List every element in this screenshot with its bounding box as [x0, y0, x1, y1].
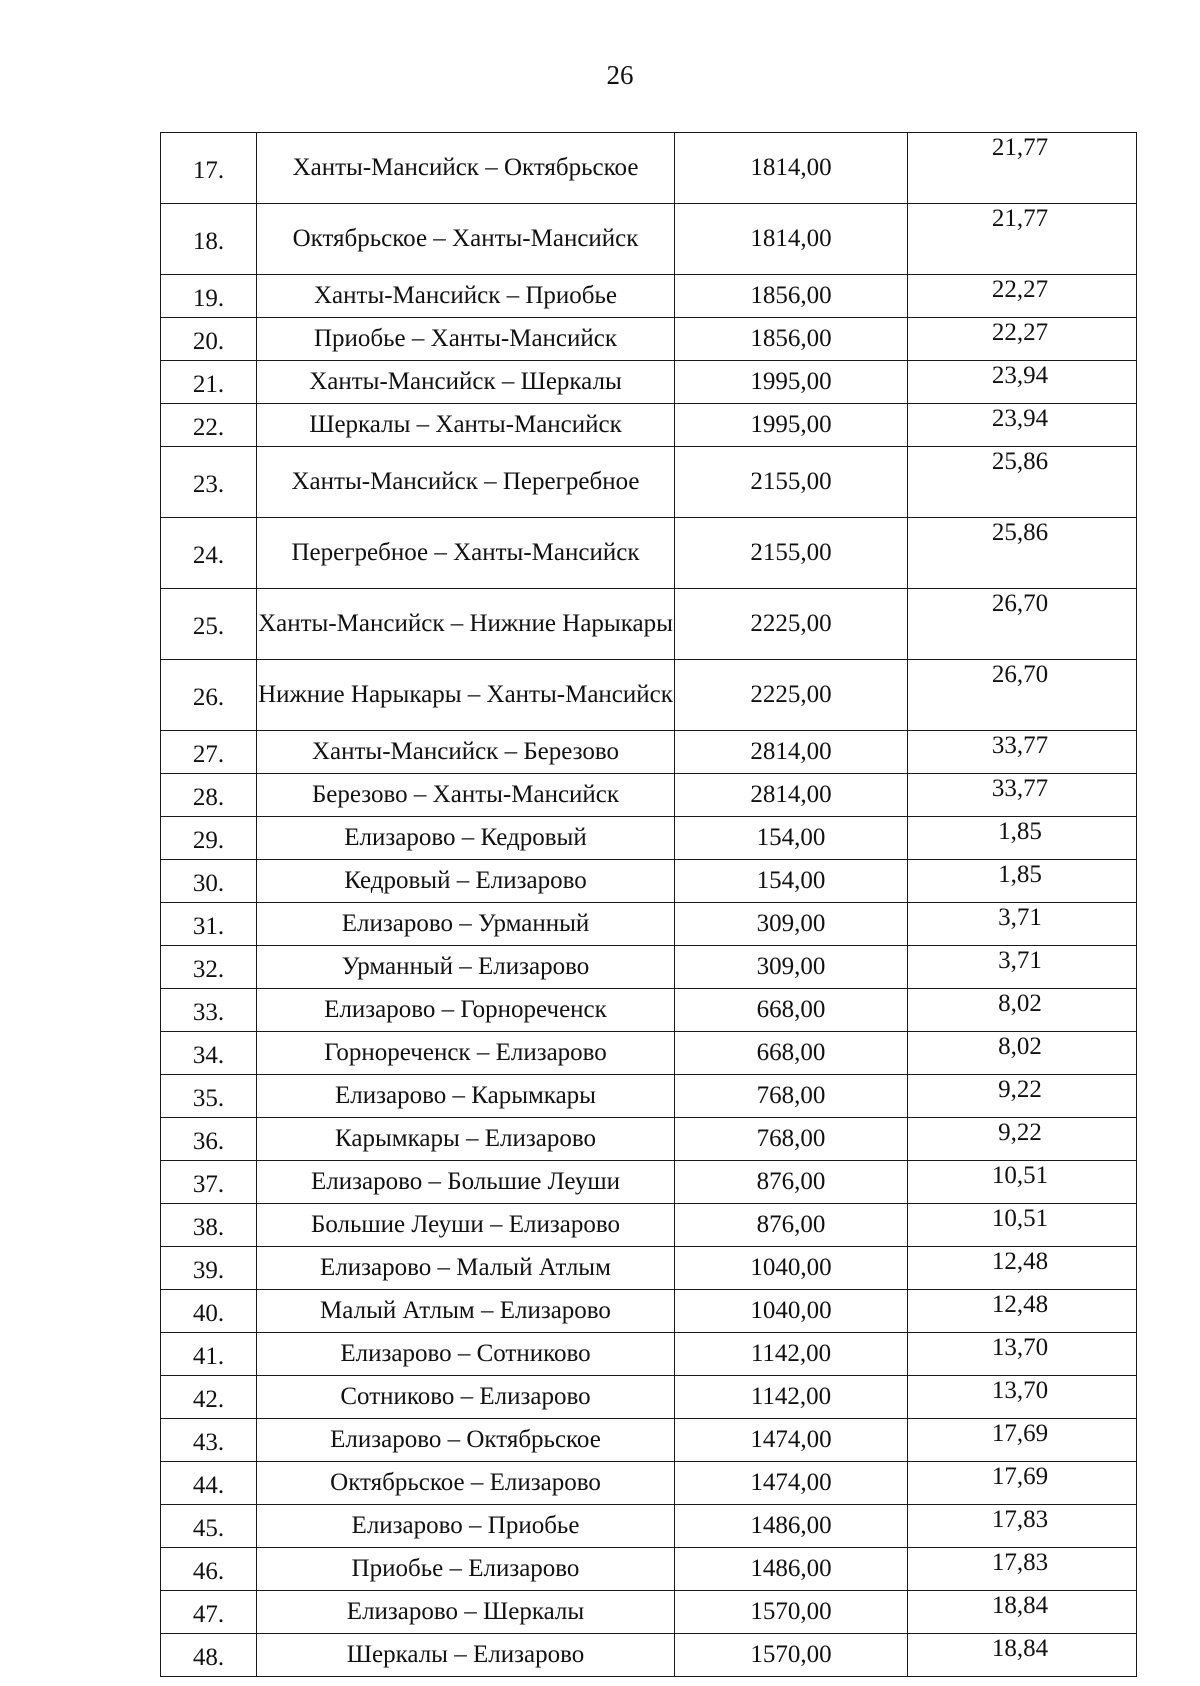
price-cell [675, 1591, 908, 1634]
rate-cell [908, 404, 1137, 447]
route-cell [257, 1548, 675, 1591]
route-cell [257, 817, 675, 860]
row-number-cell [161, 1634, 257, 1677]
row-number-cell-text: 30. [192, 870, 225, 897]
table-row [161, 518, 1137, 589]
price-cell-text: 1142,00 [750, 1383, 832, 1410]
route-cell-text: Приобье – Ханты-Мансийск [313, 325, 618, 352]
route-cell [257, 1247, 675, 1290]
table-row [161, 133, 1137, 204]
price-cell-text: 668,00 [756, 996, 826, 1023]
price-cell [675, 318, 908, 361]
price-cell-text: 309,00 [756, 910, 826, 937]
row-number-cell-text: 45. [192, 1515, 225, 1542]
row-number-cell [161, 660, 257, 731]
route-cell [257, 318, 675, 361]
route-cell-text: Горнореченск – Елизарово [324, 1039, 607, 1066]
row-number-cell [161, 1075, 257, 1118]
price-cell-text: 876,00 [756, 1211, 826, 1238]
rate-cell [908, 1376, 1137, 1419]
row-number-cell [161, 275, 257, 318]
price-cell-text: 154,00 [756, 824, 826, 851]
rate-cell-text: 22,27 [991, 319, 1049, 346]
rate-cell-text: 10,51 [991, 1205, 1049, 1232]
row-number-cell [161, 1591, 257, 1634]
rate-cell [908, 361, 1137, 404]
route-cell [257, 1118, 675, 1161]
price-cell-text: 1040,00 [750, 1297, 832, 1324]
table-row [161, 589, 1137, 660]
price-cell-text: 2225,00 [750, 681, 832, 708]
route-cell [257, 1376, 675, 1419]
route-cell [257, 133, 675, 204]
route-cell-text: Елизарово – Шеркалы [346, 1598, 585, 1625]
row-number-cell-text: 43. [192, 1429, 225, 1456]
price-cell-text: 1814,00 [750, 225, 832, 252]
route-cell [257, 518, 675, 589]
price-cell [675, 404, 908, 447]
route-cell [257, 204, 675, 275]
rate-cell [908, 1333, 1137, 1376]
rate-cell-text: 33,77 [991, 775, 1049, 802]
route-cell-text: Елизарово – Горнореченск [324, 996, 607, 1023]
route-cell [257, 946, 675, 989]
route-cell-text: Елизарово – Малый Атлым [320, 1254, 611, 1281]
row-number-cell-text: 32. [192, 956, 225, 983]
table-row [161, 318, 1137, 361]
row-number-cell-text: 42. [192, 1386, 225, 1413]
rate-cell-text: 9,22 [998, 1076, 1042, 1103]
price-cell [675, 1634, 908, 1677]
rate-cell [908, 903, 1137, 946]
rate-cell [908, 589, 1137, 660]
route-cell-text: Елизарово – Карымкары [335, 1082, 596, 1109]
table-row [161, 1161, 1137, 1204]
route-cell [257, 731, 675, 774]
rate-cell-text: 33,77 [991, 732, 1049, 759]
route-cell-text: Елизарово – Приобье [351, 1512, 580, 1539]
route-cell-text: Ханты-Мансийск – Октябрьское [292, 154, 639, 181]
table-row [161, 989, 1137, 1032]
route-cell [257, 1462, 675, 1505]
table-row [161, 1634, 1137, 1677]
price-cell-text: 1856,00 [750, 325, 832, 352]
route-cell-text: Приобье – Елизарово [351, 1555, 580, 1582]
row-number-cell [161, 1462, 257, 1505]
price-cell [675, 1204, 908, 1247]
route-cell [257, 589, 675, 660]
price-cell [675, 1247, 908, 1290]
row-number-cell-text: 21. [192, 371, 225, 398]
rate-cell-text: 12,48 [991, 1248, 1049, 1275]
row-number-cell [161, 589, 257, 660]
table-row [161, 1462, 1137, 1505]
row-number-cell [161, 318, 257, 361]
price-cell-text: 2814,00 [750, 738, 832, 765]
rate-cell-text: 10,51 [991, 1162, 1049, 1189]
row-number-cell-text: 40. [192, 1300, 225, 1327]
price-cell [675, 1161, 908, 1204]
rate-cell [908, 1075, 1137, 1118]
rate-cell [908, 275, 1137, 318]
row-number-cell [161, 731, 257, 774]
rate-cell [908, 1634, 1137, 1677]
row-number-cell [161, 1204, 257, 1247]
row-number-cell [161, 860, 257, 903]
rate-cell [908, 1032, 1137, 1075]
row-number-cell-text: 39. [192, 1257, 225, 1284]
row-number-cell [161, 989, 257, 1032]
row-number-cell-text: 22. [192, 414, 225, 441]
row-number-cell-text: 25. [192, 613, 225, 640]
route-cell-text: Ханты-Мансийск – Березово [311, 738, 620, 765]
price-cell [675, 1505, 908, 1548]
table-row [161, 860, 1137, 903]
rate-cell-text: 26,70 [991, 661, 1049, 688]
route-cell [257, 275, 675, 318]
route-cell-text: Кедровый – Елизарово [344, 867, 587, 894]
rate-cell-text: 8,02 [998, 990, 1042, 1017]
price-cell-text: 309,00 [756, 953, 826, 980]
table-row [161, 1032, 1137, 1075]
route-cell [257, 1075, 675, 1118]
rate-cell [908, 989, 1137, 1032]
route-cell [257, 774, 675, 817]
rate-cell-text: 3,71 [998, 947, 1042, 974]
row-number-cell-text: 41. [192, 1343, 225, 1370]
table-row [161, 1290, 1137, 1333]
rate-cell-text: 13,70 [991, 1334, 1049, 1361]
rate-cell-text: 23,94 [991, 405, 1049, 432]
row-number-cell-text: 37. [192, 1171, 225, 1198]
row-number-cell-text: 35. [192, 1085, 225, 1112]
rate-cell-text: 25,86 [991, 519, 1049, 546]
price-cell [675, 133, 908, 204]
price-cell [675, 903, 908, 946]
price-cell [675, 774, 908, 817]
rate-cell [908, 1419, 1137, 1462]
route-cell-text: Елизарово – Сотниково [340, 1340, 591, 1367]
price-cell [675, 1333, 908, 1376]
route-cell-text: Ханты-Мансийск – Приобье [313, 282, 618, 309]
price-cell-text: 2814,00 [750, 781, 832, 808]
rate-cell-text: 8,02 [998, 1033, 1042, 1060]
route-cell-text: Карымкары – Елизарово [335, 1125, 596, 1152]
row-number-cell-text: 36. [192, 1128, 225, 1155]
rate-cell [908, 1204, 1137, 1247]
rate-cell-text: 18,84 [991, 1635, 1049, 1662]
price-cell-text: 2155,00 [750, 539, 832, 566]
price-cell-text: 1856,00 [750, 282, 832, 309]
rate-cell-text: 21,77 [991, 205, 1049, 232]
rate-cell-text: 17,69 [991, 1420, 1049, 1447]
rate-cell [908, 660, 1137, 731]
route-cell [257, 660, 675, 731]
price-cell [675, 989, 908, 1032]
row-number-cell-text: 47. [192, 1601, 225, 1628]
route-cell-text: Елизарово – Урманный [341, 910, 590, 937]
row-number-cell [161, 204, 257, 275]
rate-cell [908, 731, 1137, 774]
rate-cell [908, 774, 1137, 817]
table-row [161, 1075, 1137, 1118]
route-cell-text: Октябрьское – Елизарово [330, 1469, 601, 1496]
price-cell-text: 1570,00 [750, 1598, 832, 1625]
rate-cell-text: 1,85 [998, 861, 1042, 888]
price-cell [675, 731, 908, 774]
route-cell-text: Ханты-Мансийск – Нижние Нарыкары [258, 610, 673, 637]
row-number-cell [161, 1376, 257, 1419]
price-cell [675, 1290, 908, 1333]
row-number-cell [161, 361, 257, 404]
route-cell-text: Урманный – Елизарово [341, 953, 590, 980]
price-cell-text: 154,00 [756, 867, 826, 894]
price-cell [675, 1118, 908, 1161]
row-number-cell-text: 33. [192, 999, 225, 1026]
price-cell [675, 1376, 908, 1419]
row-number-cell-text: 46. [192, 1558, 225, 1585]
rate-cell [908, 817, 1137, 860]
rate-cell-text: 26,70 [991, 590, 1049, 617]
price-cell-text: 1040,00 [750, 1254, 832, 1281]
price-cell-text: 1570,00 [750, 1641, 832, 1668]
price-cell [675, 817, 908, 860]
route-cell [257, 1032, 675, 1075]
route-cell-text: Елизарово – Октябрьское [330, 1426, 601, 1453]
route-cell-text: Шеркалы – Ханты-Мансийск [309, 411, 622, 438]
rate-cell-text: 17,83 [991, 1549, 1049, 1576]
rate-cell-text: 23,94 [991, 362, 1049, 389]
route-cell [257, 1290, 675, 1333]
price-cell [675, 946, 908, 989]
rate-cell [908, 447, 1137, 518]
row-number-cell [161, 1247, 257, 1290]
row-number-cell [161, 1161, 257, 1204]
route-cell [257, 903, 675, 946]
rate-cell [908, 133, 1137, 204]
row-number-cell [161, 1032, 257, 1075]
rate-cell-text: 13,70 [991, 1377, 1049, 1404]
table-row [161, 774, 1137, 817]
row-number-cell-text: 44. [192, 1472, 225, 1499]
rate-cell-text: 9,22 [998, 1119, 1042, 1146]
route-fare-table-body [161, 133, 1137, 1677]
price-cell [675, 1462, 908, 1505]
route-cell-text: Перегребное – Ханты-Мансийск [291, 539, 640, 566]
row-number-cell [161, 1118, 257, 1161]
row-number-cell [161, 1333, 257, 1376]
price-cell [675, 1032, 908, 1075]
row-number-cell [161, 1290, 257, 1333]
rate-cell [908, 318, 1137, 361]
price-cell-text: 1995,00 [750, 411, 832, 438]
route-cell-text: Елизарово – Кедровый [344, 824, 587, 851]
price-cell-text: 768,00 [756, 1082, 826, 1109]
row-number-cell [161, 518, 257, 589]
price-cell-text: 768,00 [756, 1125, 826, 1152]
row-number-cell-text: 17. [192, 157, 225, 184]
rate-cell-text: 22,27 [991, 276, 1049, 303]
row-number-cell-text: 24. [192, 542, 225, 569]
rate-cell-text: 21,77 [991, 134, 1049, 161]
table-row [161, 361, 1137, 404]
row-number-cell [161, 903, 257, 946]
row-number-cell [161, 1419, 257, 1462]
row-number-cell-text: 26. [192, 684, 225, 711]
price-cell-text: 1995,00 [750, 368, 832, 395]
route-cell-text: Ханты-Мансийск – Шеркалы [309, 368, 622, 395]
route-cell [257, 1591, 675, 1634]
rate-cell [908, 860, 1137, 903]
route-cell-text: Ханты-Мансийск – Перегребное [291, 468, 640, 495]
rate-cell-text: 17,69 [991, 1463, 1049, 1490]
rate-cell [908, 518, 1137, 589]
rate-cell [908, 204, 1137, 275]
route-cell-text: Шеркалы – Елизарово [346, 1641, 585, 1668]
table-row [161, 1333, 1137, 1376]
route-cell [257, 989, 675, 1032]
table-row [161, 903, 1137, 946]
price-cell-text: 1474,00 [750, 1469, 832, 1496]
row-number-cell-text: 20. [192, 328, 225, 355]
rate-cell-text: 1,85 [998, 818, 1042, 845]
route-cell-text: Березово – Ханты-Мансийск [311, 781, 620, 808]
row-number-cell-text: 38. [192, 1214, 225, 1241]
route-cell-text: Октябрьское – Ханты-Мансийск [292, 225, 639, 252]
row-number-cell-text: 28. [192, 784, 225, 811]
row-number-cell-text: 19. [192, 285, 225, 312]
rate-cell [908, 1247, 1137, 1290]
page-number: 26 [606, 60, 634, 90]
table-row [161, 447, 1137, 518]
route-fare-table [160, 132, 1137, 1677]
rate-cell [908, 1290, 1137, 1333]
table-row [161, 1505, 1137, 1548]
rate-cell [908, 946, 1137, 989]
row-number-cell-text: 23. [192, 471, 225, 498]
row-number-cell-text: 34. [192, 1042, 225, 1069]
rate-cell [908, 1462, 1137, 1505]
price-cell [675, 660, 908, 731]
route-cell-text: Малый Атлым – Елизарово [320, 1297, 611, 1324]
route-cell [257, 1333, 675, 1376]
table-row [161, 817, 1137, 860]
route-cell [257, 1419, 675, 1462]
route-cell [257, 404, 675, 447]
price-cell-text: 1474,00 [750, 1426, 832, 1453]
rate-cell-text: 18,84 [991, 1592, 1049, 1619]
price-cell [675, 860, 908, 903]
table-row [161, 1118, 1137, 1161]
price-cell-text: 1486,00 [750, 1512, 832, 1539]
row-number-cell-text: 31. [192, 913, 225, 940]
table-row [161, 1591, 1137, 1634]
price-cell [675, 204, 908, 275]
route-cell [257, 447, 675, 518]
row-number-cell-text: 27. [192, 741, 225, 768]
price-cell [675, 361, 908, 404]
rate-cell-text: 17,83 [991, 1506, 1049, 1533]
price-cell-text: 1142,00 [750, 1340, 832, 1367]
route-cell-text: Нижние Нарыкары – Ханты-Мансийск [258, 681, 673, 708]
rate-cell-text: 12,48 [991, 1291, 1049, 1318]
row-number-cell [161, 447, 257, 518]
row-number-cell [161, 1548, 257, 1591]
price-cell [675, 589, 908, 660]
route-cell [257, 1634, 675, 1677]
row-number-cell-text: 48. [192, 1644, 225, 1671]
rate-cell [908, 1118, 1137, 1161]
price-cell [675, 1075, 908, 1118]
price-cell-text: 2155,00 [750, 468, 832, 495]
price-cell-text: 1486,00 [750, 1555, 832, 1582]
table-row [161, 1376, 1137, 1419]
price-cell [675, 275, 908, 318]
table-row [161, 1548, 1137, 1591]
row-number-cell [161, 1505, 257, 1548]
table-row [161, 204, 1137, 275]
table-row [161, 660, 1137, 731]
rate-cell [908, 1161, 1137, 1204]
rate-cell-text: 25,86 [991, 448, 1049, 475]
rate-cell [908, 1591, 1137, 1634]
route-cell-text: Сотниково – Елизарово [340, 1383, 591, 1410]
row-number-cell [161, 817, 257, 860]
table-row [161, 1204, 1137, 1247]
route-cell [257, 1161, 675, 1204]
table-row [161, 404, 1137, 447]
table-row [161, 1247, 1137, 1290]
rate-cell [908, 1548, 1137, 1591]
price-cell-text: 668,00 [756, 1039, 826, 1066]
row-number-cell-text: 29. [192, 827, 225, 854]
table-row [161, 275, 1137, 318]
route-cell [257, 1505, 675, 1548]
table-row [161, 1419, 1137, 1462]
table-row [161, 731, 1137, 774]
price-cell-text: 2225,00 [750, 610, 832, 637]
route-cell [257, 361, 675, 404]
route-cell-text: Большие Леуши – Елизарово [311, 1211, 620, 1238]
price-cell-text: 876,00 [756, 1168, 826, 1195]
price-cell [675, 447, 908, 518]
rate-cell-text: 3,71 [998, 904, 1042, 931]
row-number-cell [161, 774, 257, 817]
price-cell [675, 518, 908, 589]
route-cell [257, 860, 675, 903]
row-number-cell [161, 404, 257, 447]
row-number-cell [161, 133, 257, 204]
price-cell-text: 1814,00 [750, 154, 832, 181]
row-number-cell [161, 946, 257, 989]
price-cell [675, 1548, 908, 1591]
table-row [161, 946, 1137, 989]
route-cell [257, 1204, 675, 1247]
row-number-cell-text: 18. [192, 228, 225, 255]
rate-cell [908, 1505, 1137, 1548]
price-cell [675, 1419, 908, 1462]
route-cell-text: Елизарово – Большие Леуши [311, 1168, 620, 1195]
